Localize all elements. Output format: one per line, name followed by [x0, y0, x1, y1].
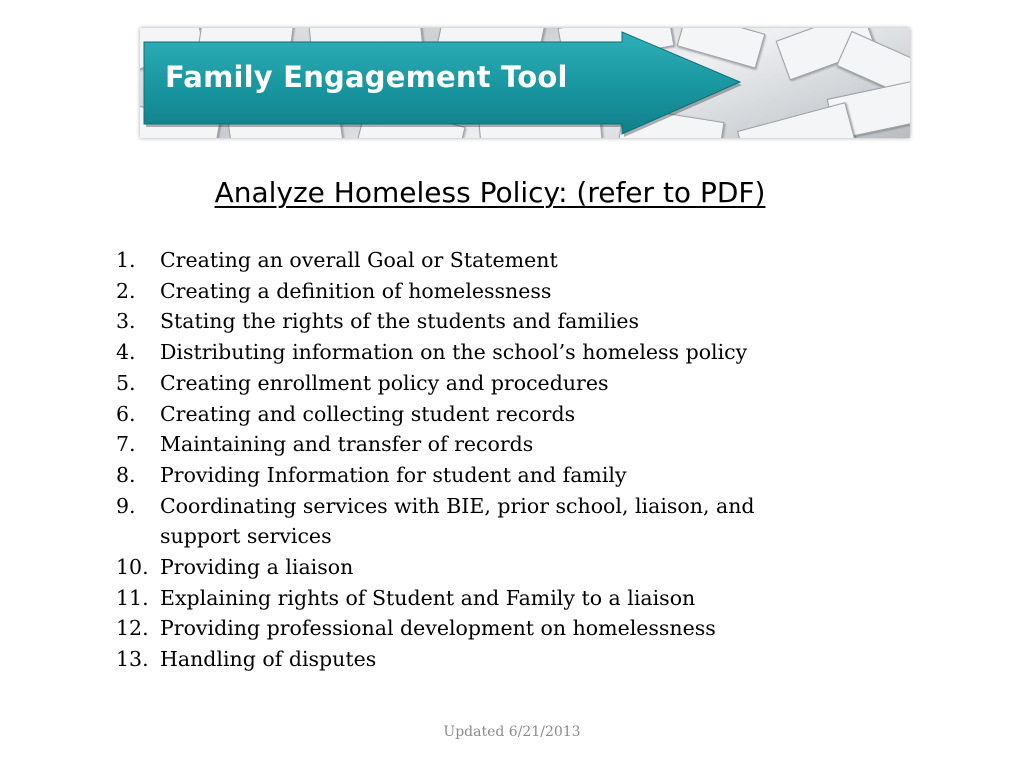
list-item-text: Providing professional development on homelessness — [160, 616, 716, 641]
numbered-list — [116, 245, 836, 675]
list-item — [116, 337, 836, 368]
list-item-number: 2. — [116, 278, 136, 303]
list-item-text: Creating a definition of homelessness — [160, 278, 552, 303]
list-item — [116, 399, 836, 430]
updated-date: Updated 6/21/2013 — [443, 724, 581, 740]
list-item — [116, 491, 836, 552]
list-item-text: Handling of disputes — [160, 647, 377, 672]
list-item — [116, 306, 836, 337]
list-item — [116, 583, 836, 614]
list-item-text: Providing a liaison — [160, 555, 354, 580]
banner-title: Family Engagement Tool — [165, 60, 568, 94]
list-item-number: 10. — [116, 555, 149, 580]
list-item — [116, 276, 836, 307]
list-item — [116, 429, 836, 460]
list-item-text: Explaining rights of Student and Family to a liaison — [160, 585, 696, 610]
list-item — [116, 368, 836, 399]
list-item — [116, 552, 836, 583]
list-item — [116, 460, 836, 491]
list-item-number: 5. — [116, 370, 136, 395]
list-item — [116, 613, 836, 644]
list-item — [116, 245, 836, 276]
list-item-text: Creating an overall Goal or Statement — [160, 248, 558, 272]
list-item-text: Providing Information for student and family — [160, 462, 627, 487]
page-title: Analyze Homeless Policy: (refer to PDF) — [214, 176, 766, 209]
list-item-number: 8. — [116, 462, 136, 487]
list-item-number: 4. — [116, 340, 136, 365]
list-item-number: 11. — [116, 585, 149, 610]
list-item — [116, 644, 836, 675]
list-item-text: Creating enrollment policy and procedures — [160, 370, 609, 395]
list-item-text: Creating and collecting student records — [160, 401, 576, 426]
list-item-number: 7. — [116, 432, 136, 457]
list-item-text: Stating the rights of the students and families — [160, 309, 640, 334]
list-item-number: 6. — [116, 401, 136, 426]
list-item-text: Distributing information on the school’s homeless policy — [160, 340, 748, 365]
list-item-text: Maintaining and transfer of records — [160, 432, 534, 457]
list-item-number: 12. — [116, 616, 149, 641]
list-item-number: 1. — [116, 248, 136, 272]
list-item-number: 13. — [116, 647, 149, 672]
banner-image — [140, 28, 910, 138]
list-item-number: 3. — [116, 309, 136, 334]
list-item-number: 9. — [116, 493, 136, 518]
list-item-text: Coordinating services with BIE, prior school, liaison, and support services — [160, 493, 755, 549]
